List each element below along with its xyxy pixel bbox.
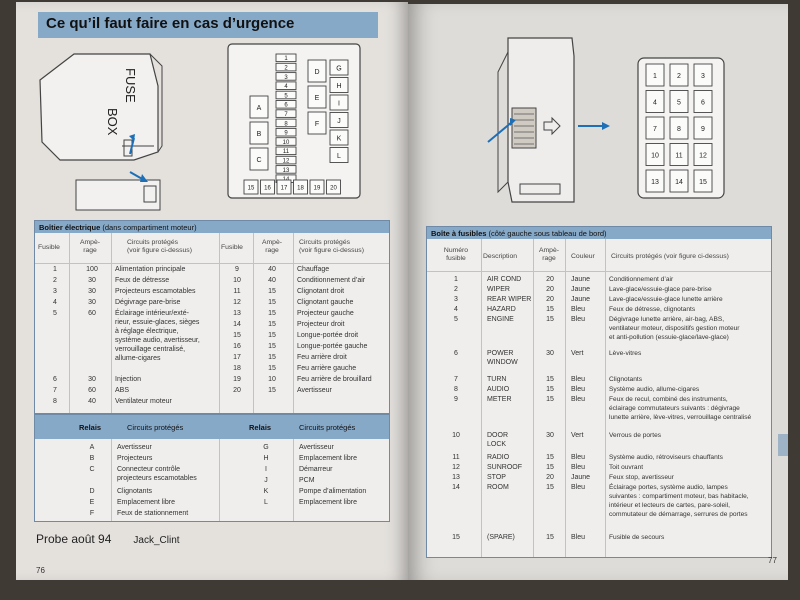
fuse-circuit: ABS	[115, 387, 130, 394]
fuse-slot-label: 2	[677, 73, 681, 80]
fuse-number: 3	[53, 288, 57, 295]
fuse-slot-label: 13	[282, 167, 290, 174]
relay-letter: B	[89, 455, 95, 462]
fuse-circuit: Toit ouvrant	[609, 464, 644, 471]
fuse-circuit: Feux stop, avertisseur	[609, 474, 674, 481]
relay-circuit: Pompe d’alimentation	[299, 488, 367, 495]
fuse-circuit: Lave-glace/essuie-glace pare-brise	[609, 286, 712, 293]
fuse-color: Bleu	[571, 534, 586, 541]
fuse-circuit: Feu arrière gauche	[297, 365, 357, 372]
relay-circuit: Démarreur	[299, 466, 333, 473]
fuse-number: 6	[53, 376, 57, 383]
relay-slot-label: I	[338, 100, 340, 108]
fuse-amperage: 40	[268, 266, 276, 273]
relay-col-header: Circuits protégés	[299, 423, 356, 432]
relay-col-header: Relais	[79, 423, 102, 432]
fuse-description: STOP	[487, 474, 506, 481]
fuse-color: Bleu	[571, 386, 586, 393]
fuse-slot-label: 1	[653, 73, 657, 80]
fuse-slot-label: 12	[282, 158, 290, 165]
relay-slot-label: A	[256, 105, 262, 112]
row-divider	[35, 263, 389, 264]
fuse-circuit: Avertisseur	[297, 387, 332, 394]
fuse-color: Bleu	[571, 464, 586, 471]
fuse-description: REAR WIPER	[487, 296, 532, 303]
fuse-table-dashboard	[426, 226, 772, 558]
column-divider	[253, 233, 254, 413]
fuse-number: 14	[233, 321, 241, 328]
fuse-slot-label: 10	[282, 139, 290, 146]
relay-slot-label: J	[337, 118, 341, 125]
fuse-number: 16	[233, 343, 241, 350]
fuse-circuit: Longue-portée gauche	[297, 343, 368, 350]
fuse-amperage: 20	[546, 474, 554, 481]
fuse-number: 4	[53, 299, 57, 306]
relay-slot-label: C	[256, 157, 262, 164]
relay-letter: L	[264, 499, 268, 506]
fuse-number: 4	[454, 306, 458, 313]
fuse-number: 6	[454, 350, 458, 357]
fuse-amperage: 100	[86, 266, 98, 273]
fuse-circuit: Lève-vitres	[609, 350, 642, 357]
fuse-amperage: 15	[546, 376, 554, 383]
relay-col-header: Relais	[249, 423, 272, 432]
fuse-slot-label: 15	[247, 185, 255, 192]
relay-circuit: Clignotants	[117, 488, 153, 495]
relay-slot-label: F	[314, 121, 320, 128]
fuse-description: ROOM	[487, 484, 509, 491]
relay-letter: I	[265, 466, 267, 473]
fuse-slot-label: 9	[701, 126, 705, 133]
fuse-slot-label: 7	[653, 126, 657, 133]
fuse-number: 9	[235, 266, 239, 273]
fuse-amperage: 15	[268, 365, 276, 372]
fuse-amperage: 30	[88, 376, 96, 383]
fuse-number: 7	[454, 376, 458, 383]
fuse-circuit: Clignotants	[609, 376, 642, 383]
fuse-slot-label: 16	[264, 185, 271, 192]
fuse-color: Bleu	[571, 316, 586, 323]
page-number-left: 76	[36, 566, 45, 575]
dash-table-title	[427, 227, 771, 239]
column-divider	[533, 239, 534, 557]
fuse-color: Jaune	[571, 296, 591, 303]
fuse-slot-label: 8	[677, 126, 681, 133]
column-divider	[111, 439, 112, 521]
fuse-table-engine	[34, 220, 390, 414]
fuse-slot-label: 18	[297, 185, 304, 192]
fuse-number: 2	[53, 277, 57, 284]
fuse-slot-label: 2	[284, 65, 288, 72]
fuse-number: 7	[53, 387, 57, 394]
fuse-description: HAZARD	[487, 306, 516, 313]
fuse-color: Jaune	[571, 286, 591, 293]
fuse-description: POWER WINDOW	[487, 350, 518, 366]
fuse-color: Jaune	[571, 474, 591, 481]
fuse-number: 13	[452, 474, 460, 481]
fuse-circuit: Clignotant droit	[297, 288, 345, 295]
fuse-number: 12	[233, 299, 241, 306]
relay-letter: E	[89, 499, 95, 506]
fuse-amperage: 30	[88, 299, 96, 306]
fuse-grid-diagram	[636, 56, 728, 202]
fuse-slot-label: 1	[284, 56, 288, 63]
fuse-amperage: 15	[268, 343, 276, 350]
fuse-number: 1	[454, 276, 458, 283]
fuse-circuit: Projecteur droit	[297, 321, 345, 328]
fuse-description: (SPARE)	[487, 534, 515, 541]
fuse-circuit: Feu arrière de brouillard	[297, 376, 372, 383]
fuse-color: Bleu	[571, 376, 586, 383]
fuse-amperage: 20	[546, 286, 554, 293]
fuse-slot-label: 20	[330, 185, 337, 192]
fuse-number: 3	[454, 296, 458, 303]
fuse-number: 18	[233, 365, 241, 372]
row-divider	[427, 271, 771, 272]
fuse-circuit: Conditionnement d’air	[297, 277, 366, 284]
fuse-table-title-rest: (dans compartiment moteur)	[100, 223, 197, 232]
relay-letter: K	[263, 488, 269, 495]
fuse-amperage: 30	[88, 288, 96, 295]
col-header-amperage: Ampè- rage	[538, 247, 560, 262]
fuse-amperage: 15	[268, 288, 276, 295]
dash-table-title-bold: Boîte à fusibles	[431, 229, 487, 238]
col-header-fusible: Fusible	[38, 244, 60, 251]
fuse-number: 19	[233, 376, 241, 383]
relay-col-header: Circuits protégés	[127, 423, 184, 432]
fuse-label-line2: BOX	[105, 108, 120, 136]
fuse-number: 12	[452, 464, 460, 471]
fuse-circuit: Injection	[115, 376, 142, 383]
fuse-slot-label: 13	[651, 179, 659, 186]
column-divider	[605, 239, 606, 557]
fuse-color: Bleu	[571, 484, 586, 491]
fuse-number: 11	[452, 454, 460, 461]
fuse-amperage: 15	[268, 354, 276, 361]
fuse-slot-label: 14	[675, 179, 683, 186]
fuse-circuit: Dégivrage lunette arrière, air-bag, ABS, ventilateur moteur, dispositifs gestion moteur et anti-pollution (essuie-glace/lave-glace)	[609, 316, 740, 341]
relay-circuit: Feux de stationnement	[117, 510, 189, 517]
relay-letter: F	[89, 510, 95, 517]
fuse-circuit: Feux de détresse, clignotants	[609, 306, 696, 313]
fuse-number: 9	[454, 396, 458, 403]
page-number-right: 77	[768, 556, 777, 565]
fuse-circuit: Fusible de secours	[609, 534, 665, 541]
fuse-number: 14	[452, 484, 460, 491]
fuse-description: AIR COND	[487, 276, 522, 283]
fuse-color: Vert	[571, 432, 584, 439]
relay-slot-label: L	[337, 153, 341, 160]
fuse-slot-label: 11	[675, 152, 683, 160]
col-header-amperage: Ampè- rage	[79, 239, 101, 254]
fuse-description: DOOR LOCK	[487, 432, 508, 448]
fuse-number: 2	[454, 286, 458, 293]
fuse-number: 10	[233, 277, 241, 284]
fuse-slot-label: 6	[701, 99, 705, 107]
fuse-description: RADIO	[487, 454, 510, 461]
fuse-circuit: Feux de détresse	[115, 277, 170, 284]
fuse-amperage: 15	[268, 387, 276, 394]
relay-letter: A	[89, 444, 95, 451]
fuse-circuit: Projecteur gauche	[297, 310, 354, 317]
relay-circuit: Emplacement libre	[299, 499, 357, 506]
fuse-circuit: Longue-portée droit	[297, 332, 359, 339]
col-header-numero: Numéro fusible	[443, 247, 469, 262]
fuse-amperage: 40	[88, 398, 96, 405]
fuse-circuit: Éclairage portes, système audio, lampes suivantes : compartiment moteur, bas habitacle, intérieur et lecteurs de cartes, pare-soleil, commutateur de démarrage, serrures de portes	[609, 484, 749, 518]
page-edge-tab	[778, 434, 788, 456]
section-header	[38, 12, 378, 38]
col-header-amperage: Ampè- rage	[261, 239, 283, 254]
relay-letter: C	[89, 466, 95, 473]
column-divider	[565, 239, 566, 557]
fuse-table-title-bold: Boîtier électrique	[39, 223, 101, 232]
relay-slot-label: B	[256, 131, 262, 138]
fuse-description: SUNROOF	[487, 464, 522, 471]
fuse-amperage: 15	[546, 464, 554, 471]
right-page	[408, 4, 788, 580]
relay-letter: G	[263, 444, 269, 451]
fuse-circuit: Système audio, allume-cigares	[609, 386, 700, 393]
fuse-number: 11	[233, 288, 241, 295]
col-header-circuits: Circuits protégés (voir figure ci-dessus)	[299, 239, 364, 254]
fuse-panel-diagram	[226, 42, 366, 202]
fuse-circuit: Lave-glace/essuie-glace lunette arrière	[609, 296, 723, 303]
left-page	[16, 2, 408, 580]
relay-slot-label: D	[314, 69, 320, 76]
relay-slot-label: K	[336, 135, 342, 143]
page-title: Ce qu’il faut faire en cas d’urgence	[46, 15, 295, 32]
col-header-couleur: Couleur	[571, 253, 595, 260]
col-header-circuits: Circuits protégés (voir figure ci-dessus)	[611, 253, 729, 260]
fuse-label-line1: FUSE	[123, 68, 138, 103]
fuse-amperage: 40	[268, 277, 276, 284]
fuse-amperage: 15	[268, 299, 276, 306]
fuse-slot-label: 17	[280, 185, 288, 192]
fuse-circuit: Feux de recul, combiné des instruments, éclairage commutateurs suivants : dégivrage lunette arrière, lève-vitres, verrouillage centralisé	[609, 396, 752, 421]
fuse-slot-label: 5	[284, 93, 288, 100]
fuse-number: 5	[454, 316, 458, 323]
column-divider	[219, 439, 220, 521]
fuse-description: WIPER	[487, 286, 510, 293]
fuse-slot-label: 15	[699, 179, 707, 186]
relay-slot-label: G	[336, 65, 342, 73]
fuse-amperage: 15	[546, 454, 554, 461]
fuse-slot-label: 10	[651, 152, 659, 160]
fuse-circuit: Feu arrière droit	[297, 354, 347, 361]
fuse-number: 20	[233, 387, 241, 394]
column-divider	[111, 233, 112, 413]
fuse-amperage: 15	[546, 534, 554, 541]
fuse-description: METER	[487, 396, 512, 403]
fuse-description: TURN	[487, 376, 507, 383]
fuse-description: ENGINE	[487, 316, 514, 323]
relay-circuit: Emplacement libre	[117, 499, 175, 506]
fuse-number: 5	[53, 310, 57, 317]
fuse-amperage: 20	[546, 276, 554, 283]
fuse-slot-label: 5	[677, 99, 681, 107]
fuse-amperage: 15	[546, 484, 554, 491]
footer-text: Probe août 94	[36, 532, 112, 546]
dash-table-title-rest: (côté gauche sous tableau de bord)	[486, 229, 607, 238]
relay-circuit: Emplacement libre	[299, 455, 357, 462]
fuse-amperage: 15	[546, 386, 554, 393]
fuse-amperage: 60	[88, 387, 96, 394]
fuse-amperage: 30	[546, 432, 554, 439]
fuse-circuit: Système audio, rétroviseurs chauffants	[609, 454, 723, 461]
relay-letter: J	[264, 477, 268, 484]
fuse-circuit: Conditionnement d’air	[609, 276, 674, 283]
fuse-circuit: Chauffage	[297, 266, 330, 273]
col-header-description: Description	[483, 253, 517, 260]
fuse-amperage: 20	[546, 296, 554, 303]
column-divider	[293, 439, 294, 521]
fuse-amperage: 15	[268, 310, 276, 317]
fuse-number: 8	[53, 398, 57, 405]
fuse-circuit: Alimentation principale	[115, 266, 186, 273]
fuse-circuit: Dégivrage pare-brise	[115, 299, 181, 306]
fuse-circuit: Éclairage intérieur/exté- rieur, essuie-glaces, sièges à réglage électrique, système audio, avertisseur, verrouillage centralisé, allume-cigares	[115, 310, 200, 362]
fuse-amperage: 60	[88, 310, 96, 317]
fuse-table-title	[35, 221, 389, 233]
relay-circuit: Connecteur contrôle projecteurs escamotables	[117, 466, 197, 482]
column-divider	[69, 233, 70, 413]
fuse-amperage: 15	[268, 332, 276, 339]
relay-circuit: PCM	[299, 477, 315, 484]
fuse-box-illustration	[34, 46, 184, 216]
fuse-number: 8	[454, 386, 458, 393]
fuse-slot-label: 19	[313, 185, 321, 192]
fuse-slot-label: 12	[699, 152, 707, 160]
fuse-number: 15	[233, 332, 241, 339]
fuse-slot-label: 9	[284, 130, 288, 137]
fuse-amperage: 30	[88, 277, 96, 284]
fuse-cover-illustration	[486, 32, 616, 212]
fuse-circuit: Projecteurs escamotables	[115, 288, 196, 295]
relay-circuit: Avertisseur	[299, 444, 334, 451]
fuse-amperage: 30	[546, 350, 554, 357]
fuse-slot-label: 8	[284, 121, 288, 128]
fuse-slot-label: 7	[284, 112, 288, 118]
fuse-number: 15	[452, 534, 460, 541]
fuse-color: Bleu	[571, 306, 586, 313]
fuse-amperage: 15	[268, 321, 276, 328]
fuse-slot-label: 11	[282, 149, 290, 156]
fuse-description: AUDIO	[487, 386, 510, 393]
relay-letter: D	[89, 488, 95, 495]
fuse-amperage: 10	[268, 376, 276, 383]
fuse-circuit: Ventilateur moteur	[115, 398, 172, 405]
fuse-circuit: Clignotant gauche	[297, 299, 354, 306]
fuse-color: Vert	[571, 350, 584, 357]
col-header-circuits: Circuits protégés (voir figure ci-dessus)	[127, 239, 192, 254]
relay-slot-label: E	[314, 95, 320, 102]
fuse-slot-label: 6	[284, 102, 288, 109]
fuse-slot-label: 4	[653, 99, 657, 107]
col-header-fusible: Fusible	[221, 244, 243, 251]
relay-table	[34, 414, 390, 522]
fuse-amperage: 15	[546, 306, 554, 313]
relay-letter: H	[263, 455, 269, 462]
footer-name: Jack_Clint	[133, 535, 180, 546]
footer	[36, 532, 180, 546]
fuse-circuit: Verrous de portes	[609, 432, 662, 439]
fuse-number: 17	[233, 354, 241, 361]
relay-slot-label: H	[336, 83, 342, 90]
fuse-slot-label: 3	[701, 73, 705, 80]
fuse-number: 10	[452, 432, 460, 439]
fuse-number: 1	[53, 266, 57, 273]
fuse-amperage: 15	[546, 316, 554, 323]
column-divider	[481, 239, 482, 557]
column-divider	[219, 233, 220, 413]
column-divider	[293, 233, 294, 413]
fuse-number: 13	[233, 310, 241, 317]
fuse-color: Bleu	[571, 454, 586, 461]
fuse-slot-label: 4	[284, 84, 288, 91]
fuse-slot-label: 3	[284, 74, 288, 81]
relay-circuit: Projecteurs	[117, 455, 153, 462]
relay-circuit: Avertisseur	[117, 444, 152, 451]
fuse-amperage: 15	[546, 396, 554, 403]
fuse-color: Jaune	[571, 276, 591, 283]
fuse-color: Bleu	[571, 396, 586, 403]
